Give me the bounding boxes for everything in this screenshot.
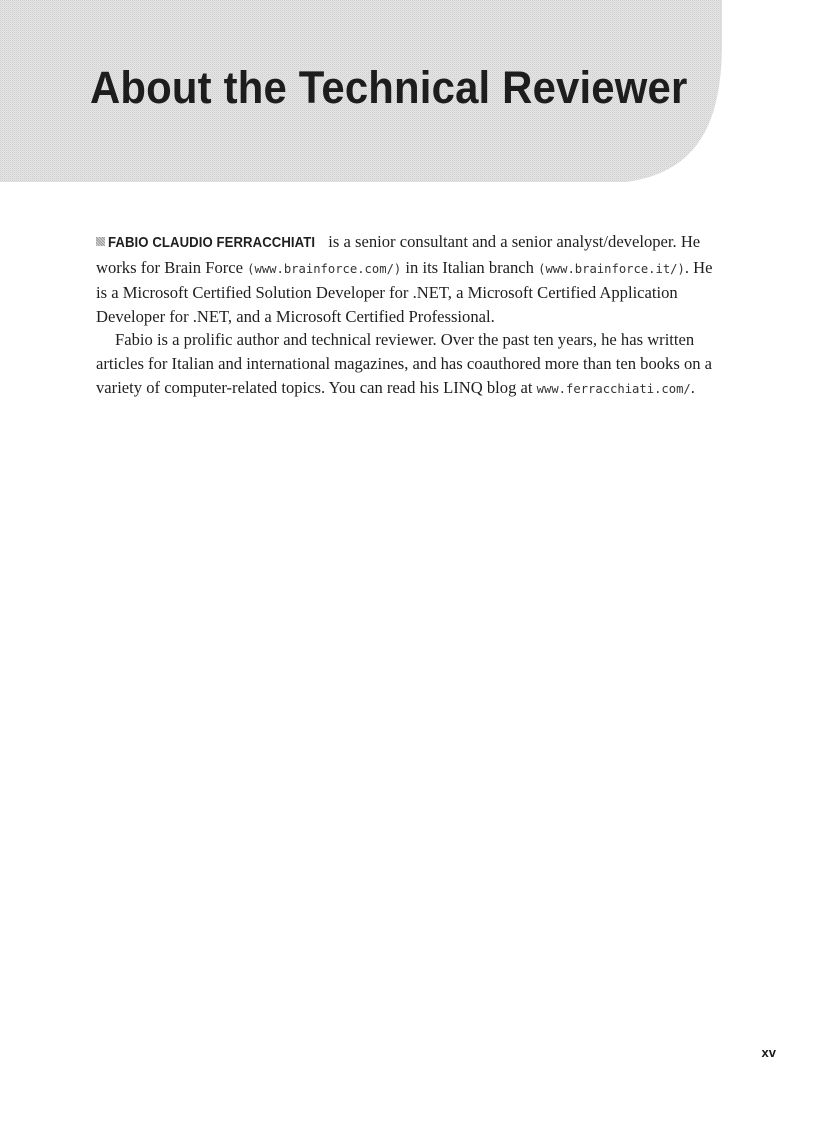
chapter-title: About the Technical Reviewer: [90, 62, 688, 113]
bio-text: is a senior consultant and a senior analyst/developer. He works for Brain Force: [96, 232, 701, 277]
bio-text: Fabio is a prolific author and technical reviewer. Over the past ten years, he has written articles for Italian and international magazines, and has coauthored more than ten books on a variety of computer-related topics. You can read his LINQ blog at: [96, 330, 713, 397]
brainforce-italy-url: (www.brainforce.it/): [538, 261, 685, 276]
bio-text: in its Italian branch: [401, 257, 539, 277]
page-number: xv: [761, 1045, 776, 1060]
bio-text: . He is a Microsoft Certified Solution Developer for .NET, a Microsoft Certified Application Developer for .NET, and a Microsoft Certified Professional.: [96, 257, 713, 326]
bio-paragraph-2: [96, 328, 726, 401]
brainforce-url: (www.brainforce.com/): [247, 261, 402, 276]
square-bullet-icon: [96, 237, 105, 246]
reviewer-bio: [96, 230, 726, 401]
blog-url: www.ferracchiati.com/: [536, 381, 691, 396]
reviewer-name: FABIO CLAUDIO FERRACCHIATI: [108, 235, 316, 251]
bio-paragraph-1: [96, 230, 726, 328]
bio-text: .: [690, 377, 695, 397]
